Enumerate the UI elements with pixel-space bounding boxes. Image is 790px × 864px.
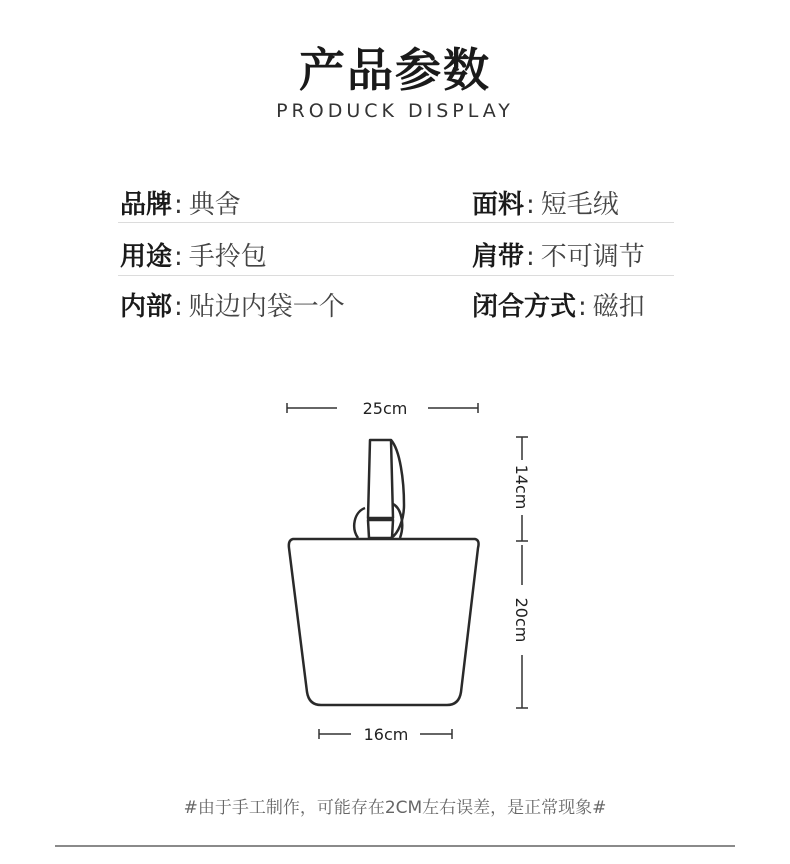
page-title: 产品参数 <box>299 43 491 97</box>
spec-value: 贴边内袋一个 <box>188 292 345 322</box>
handle-outline <box>354 440 404 538</box>
page-subtitle: PRODUCK DISPLAY <box>276 100 514 122</box>
spec-value: 短毛绒 <box>540 190 619 220</box>
spec-separator: : <box>526 242 535 272</box>
spec-value: 不可调节 <box>540 242 645 272</box>
spec-value: 手拎包 <box>188 242 267 272</box>
top-width-label: 25cm <box>362 399 408 418</box>
bottom-width-label: 16cm <box>363 725 409 744</box>
spec-label: 面料 <box>472 190 525 220</box>
spec-separator: : <box>174 242 183 272</box>
spec-separator: : <box>526 190 535 220</box>
spec-value: 磁扣 <box>592 292 645 322</box>
spec-label: 闭合方式 <box>472 292 577 322</box>
spec-label: 品牌 <box>120 190 173 220</box>
error-note: #由于手工制作，可能存在2CM左右误差，是正常现象# <box>183 798 607 818</box>
spec-label: 肩带 <box>472 242 525 272</box>
body-height-label: 20cm <box>512 597 531 643</box>
spec-value: 典舍 <box>188 190 241 220</box>
spec-separator: : <box>578 292 587 322</box>
spec-separator: : <box>174 190 183 220</box>
spec-separator: : <box>174 292 183 322</box>
handle-height-label: 14cm <box>512 464 531 510</box>
spec-label: 内部 <box>120 292 173 322</box>
spec-label: 用途 <box>120 242 173 272</box>
bag-body-outline <box>289 539 479 705</box>
bottom-divider <box>55 845 735 847</box>
